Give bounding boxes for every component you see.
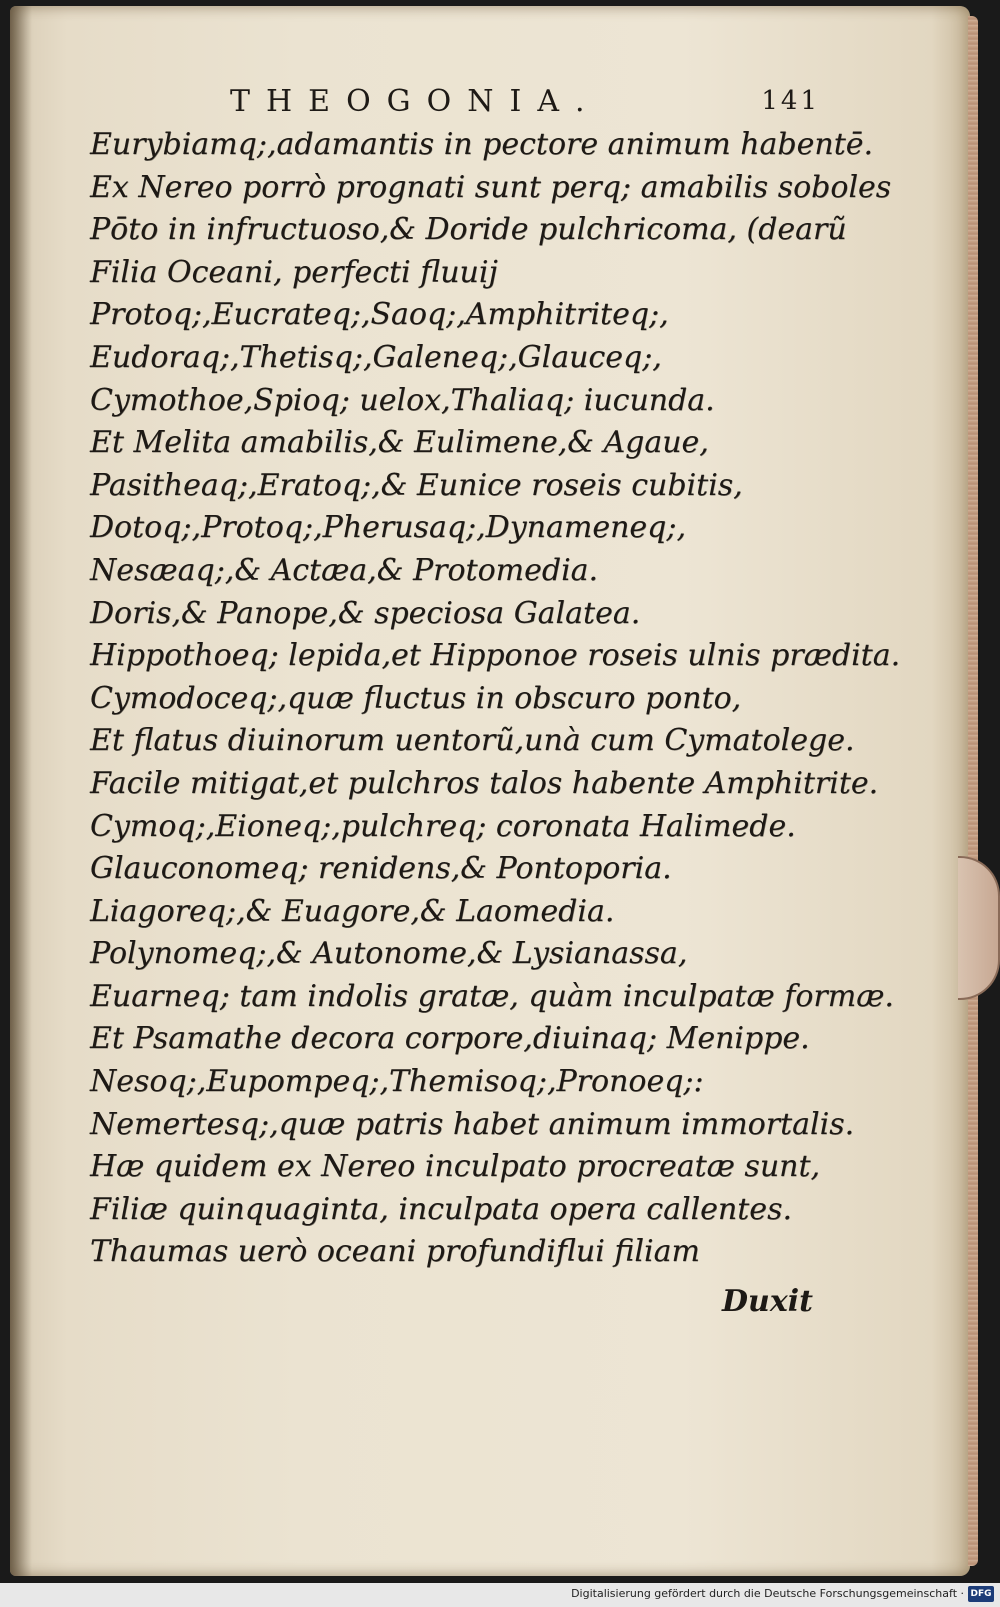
verse-line: Doris,& Panope,& speciosa Galatea. — [90, 595, 641, 631]
catchword: Duxit — [722, 1284, 813, 1319]
dfg-logo: DFG — [968, 1586, 994, 1602]
verse-line: Hæ quidem ex Nereo inculpato procreatæ sunt, — [90, 1149, 821, 1185]
verse-line: Ex Nereo porrò prognati sunt perq; amabilis soboles — [90, 169, 892, 205]
verse-line: Euarneq; tam indolis gratæ, quàm inculpatæ formæ. — [90, 978, 894, 1014]
verse-line: Thaumas uerò oceani profundiflui filiam — [90, 1234, 700, 1270]
verse-line: Polynomeq;,& Autonome,& Lysianassa, — [90, 936, 688, 972]
verse-line: Cymoq;,Eioneq;,pulchreq; coronata Halimede. — [90, 808, 796, 844]
verse-line: Hippothoeq; lepida,et Hipponoe roseis ulnis prædita. — [90, 638, 901, 674]
page-edge — [968, 16, 978, 1566]
verse-line: Nesæaq;,& Actæa,& Protomedia. — [90, 552, 599, 588]
verse-line: Nemertesq;,quæ patris habet animum immortalis. — [90, 1106, 855, 1142]
bookmark-tab — [958, 856, 1000, 1000]
verse-line: Pasitheaq;,Eratoq;,& Eunice roseis cubitis, — [90, 467, 743, 503]
verse-line: Dotoq;,Protoq;,Pherusaq;,Dynameneq;, — [90, 510, 687, 546]
folio-number: 141 — [761, 86, 820, 116]
verse-text-block — [90, 124, 901, 1274]
verse-line: Cymothoe,Spioq; uelox,Thaliaq; iucunda. — [90, 382, 715, 418]
verse-line: Et flatus diuinorum uentorũ,unà cum Cymatolege. — [90, 723, 855, 759]
verse-line: Filia Oceani, perfecti fluuij — [90, 254, 498, 290]
page-header — [230, 84, 820, 124]
verse-line: Pōto in infructuoso,& Doride pulchricoma, (dearũ — [90, 212, 847, 248]
verse-line: Facile mitigat,et pulchros talos habente Amphitrite. — [90, 765, 879, 801]
digitization-credit-bar — [0, 1583, 1000, 1607]
verse-line: Et Melita amabilis,& Eulimene,& Agaue, — [90, 425, 709, 461]
book-page — [10, 6, 970, 1576]
verse-line: Filiæ quinquaginta, inculpata opera callentes. — [90, 1191, 792, 1227]
credit-text: Digitalisierung gefördert durch die Deutsche Forschungsgemeinschaft · — [571, 1587, 964, 1600]
verse-line: Et Psamathe decora corpore,diuinaq; Menippe. — [90, 1021, 810, 1057]
binding-shadow — [10, 6, 32, 1576]
verse-line: Nesoq;,Eupompeq;,Themisoq;,Pronoeq;: — [90, 1064, 704, 1100]
verse-line: Protoq;,Eucrateq;,Saoq;,Amphitriteq;, — [90, 297, 669, 333]
verse-line: Cymodoceq;,quæ fluctus in obscuro ponto, — [90, 680, 742, 716]
verse-line: Eudoraq;,Thetisq;,Galeneq;,Glauceq;, — [90, 339, 662, 375]
verse-line: Glauconomeq; renidens,& Pontoporia. — [90, 851, 672, 887]
verse-line: Liagoreq;,& Euagore,& Laomedia. — [90, 893, 615, 929]
verse-line: Eurybiamq;,adamantis in pectore animum habentē. — [90, 127, 874, 162]
running-title: THEOGONIA. — [230, 84, 601, 119]
